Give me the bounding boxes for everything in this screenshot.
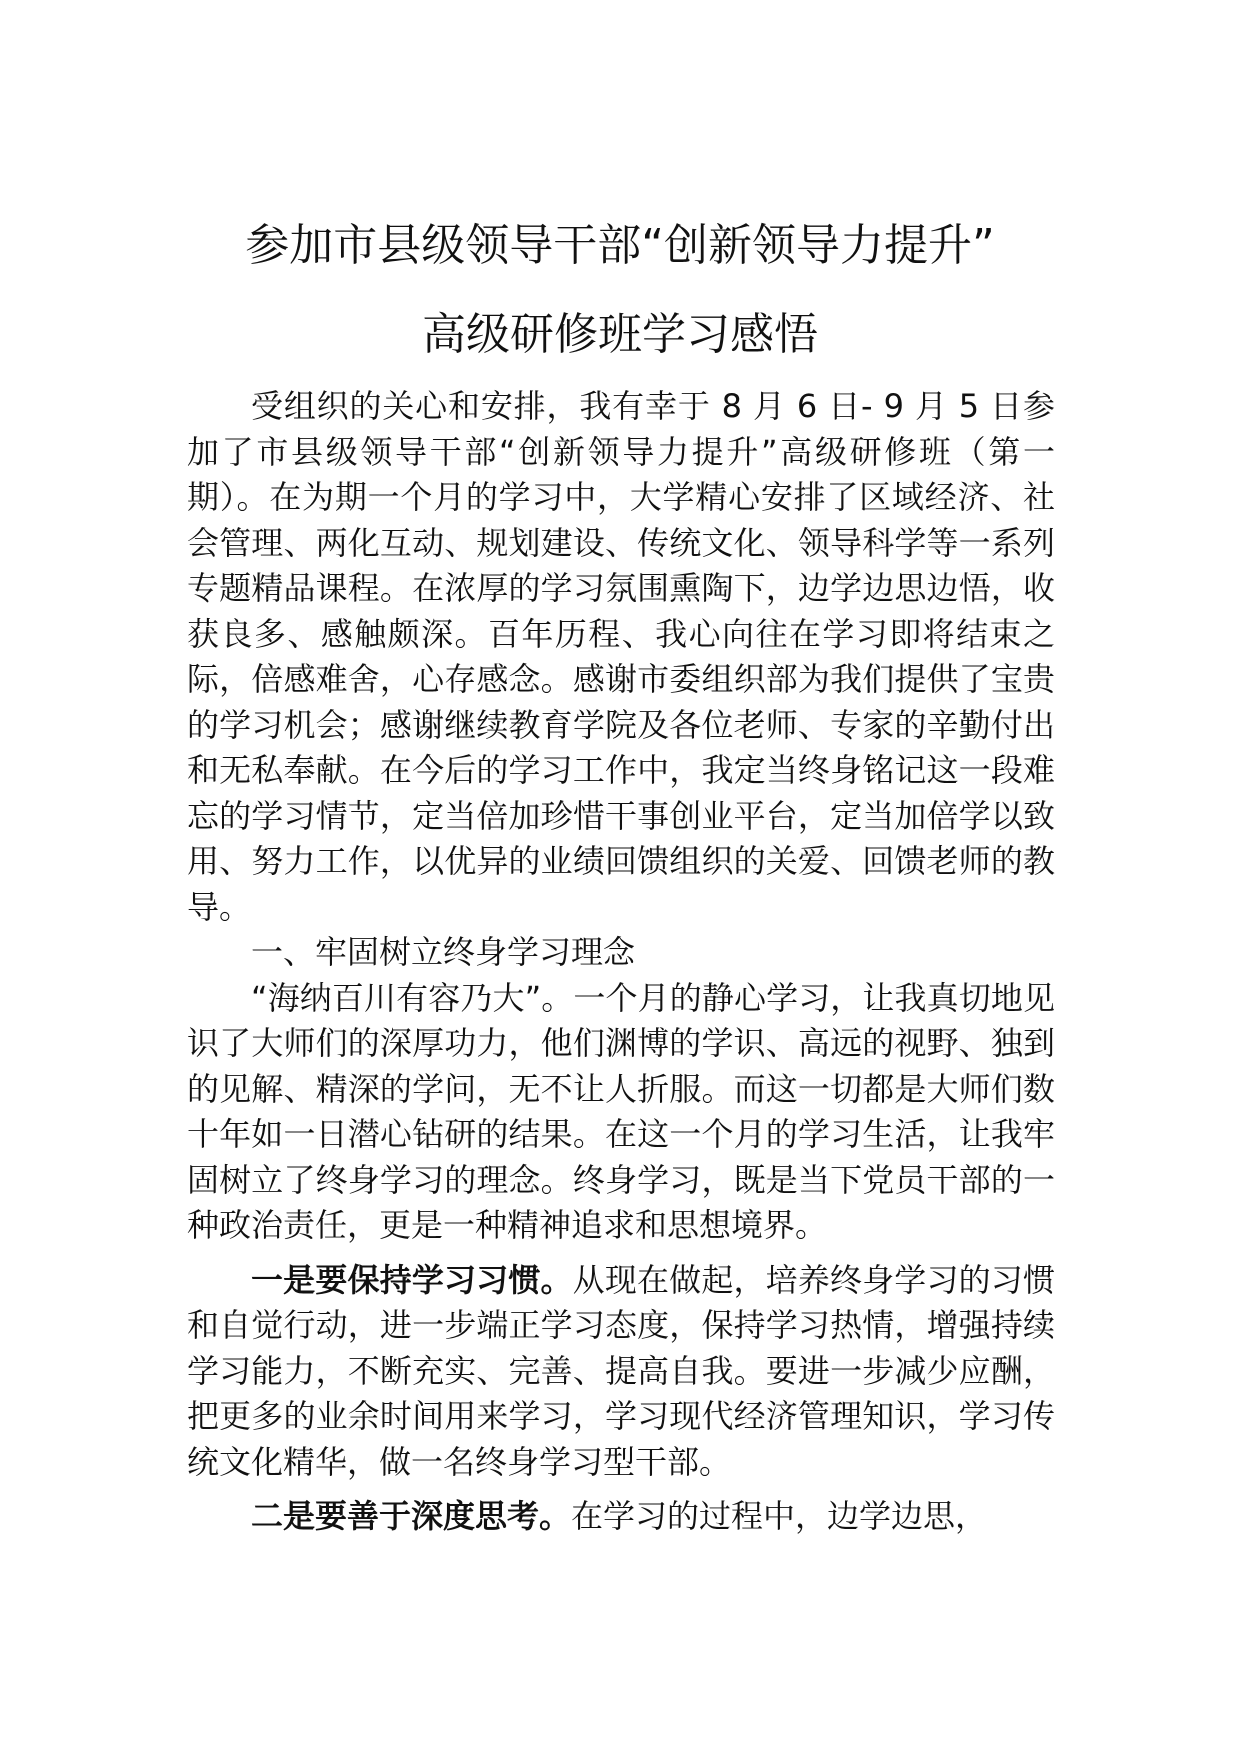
paragraph-point-2 bbox=[187, 1494, 1055, 1540]
document-title-line-2: 高级研修班学习感悟 bbox=[422, 309, 818, 360]
paragraph-section-1-intro bbox=[187, 976, 1055, 1249]
paragraph-lead: 一是要保持学习习惯。 bbox=[251, 1260, 573, 1299]
section-heading-1 bbox=[187, 930, 1055, 976]
paragraph-text: 从现在做起，培养终身学习的习惯和自觉行动，进一步端正学习态度，保持学习热情，增强持续学习能力，不断充实、完善、提高自我。要进一步减少应酬，把更多的业余时间用来学习，学习现代经济管理知识，学习传统文化精华，做一名终身学习型干部。 bbox=[187, 1260, 1055, 1481]
paragraph-text: 受组织的关心和安排，我有幸于 8 月 6 日- 9 月 5 日参加了市县级领导干部“创新领导力提升”高级研修班（第一期）。在为期一个月的学习中，大学精心安排了区域经济、社会管理、两化互动、规划建设、传统文化、领导科学等一系列专题精品课程。在浓厚的学习氛围熏陶下，边学边思边悟，收获良多、感触颇深。百年历程、我心向往在学习即将结束之际，倍感难舍，心存感念。感谢市委组织部为我们提供了宝贵的学习机会；感谢继续教育学院及各位老师、专家的辛勤付出和无私奉献。在今后的学习工作中，我定当终身铭记这一段难忘的学习情节，定当倍加珍惜干事创业平台，定当加倍学以致用、努力工作，以优异的业绩回馈组织的关爱、回馈老师的教导。 bbox=[187, 387, 1055, 926]
paragraph-lead: 二是要善于深度思考。 bbox=[251, 1497, 572, 1535]
paragraph-text: “海纳百川有容乃大”。一个月的静心学习，让我真切地见识了大师们的深厚功力，他们渊博的学识、高远的视野、独到的见解、精深的学问，无不让人折服。而这一切都是大师们数十年如一日潜心钻研的结果。在这一个月的学习生活，让我牢固树立了终身学习的理念。终身学习，既是当下党员干部的一种政治责任，更是一种精神追求和思想境界。 bbox=[187, 978, 1055, 1244]
paragraph-text: 在学习的过程中，边学边思， bbox=[571, 1497, 988, 1535]
paragraph-point-1 bbox=[187, 1258, 1055, 1486]
document-title-line-1: 参加市县级领导干部“创新领导力提升” bbox=[245, 220, 995, 271]
paragraph-intro bbox=[187, 384, 1055, 930]
section-heading-text: 一、牢固树立终身学习理念 bbox=[251, 933, 636, 971]
document-body bbox=[187, 384, 1055, 1540]
